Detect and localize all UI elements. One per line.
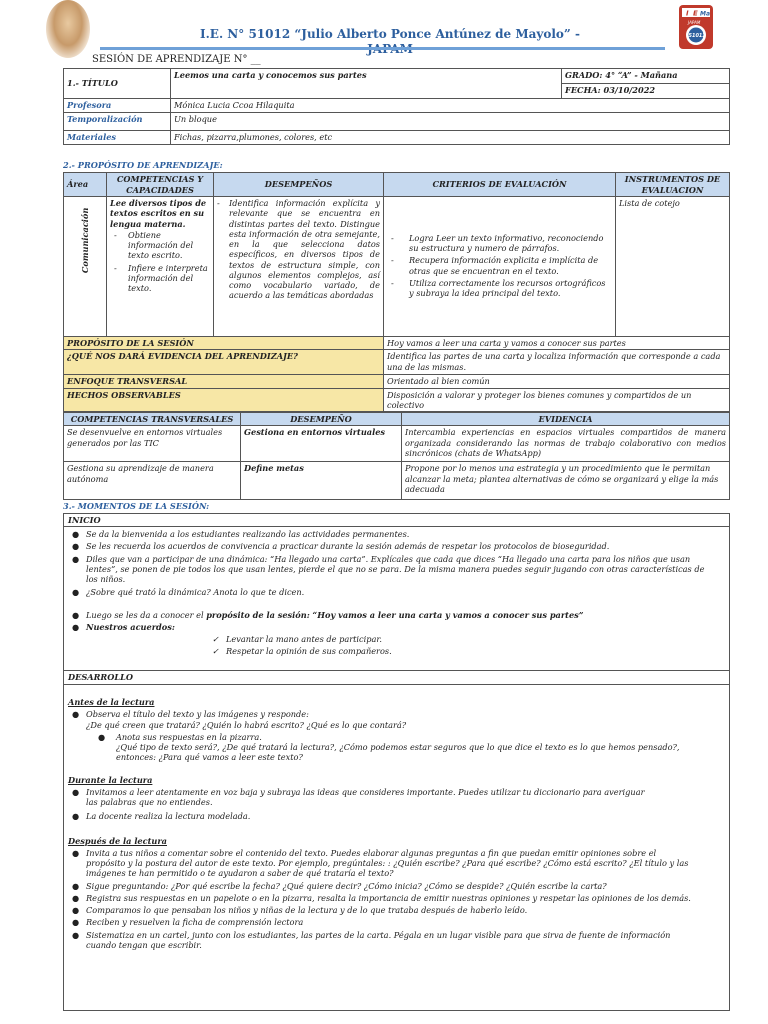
- inicio-item: [68, 541, 715, 551]
- header-criteria: CRITERIOS DE EVALUACIÓN: [384, 173, 616, 197]
- moments-box: [63, 513, 730, 1011]
- durante-text: Invitamos a leer atentamente en voz baja y subraya las ideas que consideres importante. Puedes utilizar tu diccionario para averiguar las palabras que no entiendes.: [86, 786, 645, 807]
- durante-item: [68, 811, 655, 821]
- dash-bullet: -: [217, 198, 220, 208]
- inicio-text: ¿Sobre qué trató la dinámica? Anota lo que te dicen.: [86, 587, 305, 598]
- durante-label: Durante la lectura: [68, 774, 153, 785]
- criteria-text: Logra Leer un texto informativo, reconociendo su estructura y numero de párrafos.: [409, 232, 604, 253]
- despues-text: Sigue preguntando: ¿Por qué escribe la fecha? ¿Qué quiere decir? ¿Cómo inicia? ¿Cómo se despide? ¿Quién escribe la carta?: [86, 880, 607, 891]
- area-label: Comunicación: [79, 208, 90, 274]
- criteria-cell: [384, 197, 616, 337]
- agreements-label: Nuestros acuerdos:: [86, 621, 175, 632]
- bullet-dot: ●: [72, 609, 80, 620]
- competence-cell: [107, 197, 214, 337]
- header-area: Área: [64, 173, 107, 197]
- capacity-text: Obtiene información del texto escrito.: [128, 229, 194, 261]
- durante-text: La docente realiza la lectura modelada.: [86, 811, 251, 822]
- despues-text: Registra sus respuestas en un papelote o en la pizarra, resalta la importancia de emitir nuestras opiniones y respetar las opiniones de los demás.: [86, 892, 691, 903]
- criteria-text: Utiliza correctamente los recursos ortográficos y subraya la idea principal del texto.: [409, 277, 606, 298]
- header-transversal-performance: DESEMPEÑO: [241, 413, 402, 426]
- inicio-text: Diles que van a participar de una dinámica: “Ha llegado una carta”. Explícales que cada que dices “Ha llegado una carta para los niños que usan lentes”, se ponen de pie todos los que usan lentes, pierde el que no se para. De la misma manera puedes seguir jugando con otras características de los niños.: [86, 553, 705, 584]
- inicio-item: [68, 529, 715, 539]
- bullet-dot: ●: [72, 709, 80, 720]
- school-logo: [678, 4, 714, 50]
- transversal-comp: Gestiona su aprendizaje de manera autónoma: [64, 462, 241, 500]
- session-label: SESIÓN DE APRENDIZAJE N° __: [92, 54, 261, 65]
- session-purpose-value: Hoy vamos a leer una carta y vamos a conocer sus partes: [384, 337, 730, 350]
- header-transversal-evidence: EVIDENCIA: [402, 413, 730, 426]
- bullet-dot: ●: [72, 929, 80, 940]
- moments-section-label: 3.- MOMENTOS DE LA SESIÓN:: [63, 501, 210, 511]
- dash-bullet: -: [391, 277, 394, 288]
- despues-item: [68, 930, 695, 951]
- date-value: FECHA: 03/10/2022: [565, 85, 656, 95]
- inicio-content: [64, 527, 729, 671]
- despues-text: Invita a tus niños a comentar sobre el contenido del texto. Puedes elaborar algunas preguntas a fin que puedan emitir opiniones sobre el propósito y la postura del autor de este texto. Por ejemplo, pregúntales: : ¿Quién escribe? ¿Para qué escribe? ¿Cómo está escrito? ¿El título y las imágenes te han permitido o te ayudaron a saber de qué trataría el texto?: [86, 847, 689, 879]
- despues-item: [68, 848, 695, 879]
- bullet-dot: ●: [72, 917, 80, 928]
- bullet-dot: ●: [72, 541, 80, 552]
- bullet-dot: ●: [72, 811, 80, 822]
- approach-label: ENFOQUE TRANSVERSAL: [64, 375, 384, 388]
- bullet-dot: ●: [72, 621, 80, 632]
- transversal-table: [63, 412, 730, 500]
- criteria-text: Recupera información explicita e implícita de otras que se encuentran en el texto.: [409, 255, 599, 276]
- logo-letter-e: E: [693, 9, 698, 18]
- instrument-cell: Lista de cotejo: [616, 197, 730, 337]
- purpose-item: [68, 610, 715, 620]
- inicio-text: Se da la bienvenida a los estudiantes realizando las actividades permanentes.: [86, 529, 410, 539]
- approach-value: Orientado al bien común: [384, 375, 730, 388]
- bullet-dot: ●: [72, 529, 80, 539]
- antes-text: Anota sus respuestas en la pizarra.: [116, 731, 262, 742]
- header-performance: DESEMPEÑOS: [214, 173, 384, 197]
- bullet-dot: ●: [72, 847, 80, 858]
- bullet-dot: ●: [72, 786, 80, 797]
- check-icon: ✓: [212, 634, 219, 644]
- dash-bullet: -: [391, 232, 394, 243]
- despues-label: Después de la lectura: [68, 835, 167, 846]
- teacher-value: Mónica Lucia Ccoa Hilaquita: [171, 99, 730, 113]
- observable-value: Disposición a valorar y proteger los bienes comunes y compartidos de un colectivo: [384, 388, 730, 412]
- info-table: [63, 68, 730, 145]
- despues-item: [68, 917, 695, 927]
- agreement-text: Levantar la mano antes de participar.: [226, 634, 382, 644]
- performance-cell: [214, 197, 384, 337]
- purpose-table: [63, 172, 730, 412]
- transversal-perf: Define metas: [241, 462, 402, 500]
- criteria-item: [387, 255, 612, 276]
- despues-item: [68, 893, 695, 903]
- bullet-dot: ●: [72, 880, 80, 891]
- title-underline: [100, 47, 665, 50]
- performance-text: Identifica información explícita y relevante que se encuentra en distintas partes del texto. Distingue esta información de otra semejante, en la que selecciona datos específicos, en diversos tipos de textos de estructura simple, con algunos elementos complejos, así como vocabulario variado, de acuerdo a las temáticas abordadas: [229, 198, 380, 301]
- capacity-text: Infiere e interpreta información del texto.: [128, 262, 208, 293]
- logo-number: 51012: [688, 33, 706, 39]
- observable-label: HECHOS OBSERVABLES: [64, 388, 384, 412]
- transversal-evid: Intercambia experiencias en espacios virtuales compartidos de manera organizada considerando las normas de trabajo colaborativo con medios sincrónicos (chats de WhatsApp): [402, 426, 730, 462]
- agreements-item: [68, 622, 715, 632]
- purpose-section-label: 2.- PROPÓSITO DE APRENDIZAJE:: [63, 160, 223, 170]
- antes-text: Observa el título del texto y las imágenes y responde:: [86, 709, 309, 720]
- inicio-item: [68, 587, 715, 597]
- transversal-evid: Propone por lo menos una estrategia y un procedimiento que le permitan alcanzar la meta; plantea alternativas de cómo se organizará y elige la más adecuada: [402, 462, 730, 500]
- competence-text: Lee diversos tipos de textos escritos en su lengua materna.: [110, 198, 207, 229]
- criteria-item: [387, 233, 612, 254]
- dash-bullet: -: [391, 255, 394, 266]
- transversal-perf: Gestiona en entornos virtuales: [241, 426, 402, 462]
- desarrollo-content: [64, 685, 729, 954]
- criteria-item: [387, 278, 612, 299]
- session-purpose-label: PROPÓSITO DE LA SESIÓN: [64, 337, 384, 350]
- despues-item: [68, 905, 695, 915]
- logo-letter-i: I: [686, 9, 689, 18]
- dash-bullet: -: [114, 229, 117, 240]
- check-icon: ✓: [212, 646, 219, 657]
- despues-text: Sistematiza en un cartel, junto con los estudiantes, las partes de la carta. Pégala en un lugar visible para que sirva de fuente de información cuando tengan que escribir.: [86, 929, 671, 950]
- dash-bullet: -: [114, 262, 117, 273]
- materials-value: Fichas, pizarra,plumones, colores, etc: [171, 131, 730, 145]
- header-competences: COMPETENCIAS Y CAPACIDADES: [107, 173, 214, 197]
- agreement-item: [208, 646, 715, 656]
- desarrollo-header: DESARROLLO: [64, 671, 729, 685]
- bullet-dot: ●: [72, 587, 80, 598]
- purpose-prefix: Luego se les da a conocer el: [86, 609, 207, 620]
- evidence-question-value: Identifica las partes de una carta y localiza información que corresponde a cada una de las mismas.: [384, 350, 730, 375]
- antes-item: [68, 709, 715, 730]
- antes-item: [68, 732, 715, 763]
- bullet-dot: ●: [72, 553, 80, 564]
- teacher-label: Profesora: [64, 99, 171, 113]
- bullet-dot: ●: [72, 892, 80, 903]
- logo-letter-ma: Ma: [700, 10, 711, 18]
- durante-item: [68, 787, 655, 808]
- area-cell: [64, 197, 107, 337]
- title-value: Leemos una carta y conocemos sus partes: [171, 69, 562, 99]
- capacity-item: [110, 263, 210, 294]
- time-value: Un bloque: [171, 113, 730, 131]
- despues-text: Reciben y resuelven la ficha de comprensión lectora: [86, 917, 304, 928]
- antes-questions: ¿Qué tipo de texto será?, ¿De qué tratará la lectura?, ¿Cómo podemos estar seguros que lo que dice el texto es lo que hemos pensado?, entonces: ¿Para qué vamos a leer este texto?: [116, 742, 680, 763]
- purpose-bold: propósito de la sesión: “Hoy vamos a leer una carta y vamos a conocer sus partes”: [206, 609, 584, 620]
- page-title: I.E. N° 51012 “Julio Alberto Ponce Antúnez de Mayolo” -: [200, 27, 580, 41]
- materials-label: Materiales: [64, 131, 171, 145]
- title-label: 1.- TÍTULO: [64, 69, 171, 99]
- despues-item: [68, 881, 695, 891]
- agreement-text: Respetar la opinión de sus compañeros.: [226, 646, 392, 657]
- performance-item: [217, 198, 380, 301]
- inicio-item: [68, 554, 715, 585]
- despues-text: Comparamos lo que pensaban los niños y niñas de la lectura y de lo que trataba después de haberlo leído.: [86, 905, 528, 915]
- agreement-item: [208, 634, 715, 644]
- inicio-header: INICIO: [64, 514, 729, 527]
- saint-image: [46, 0, 90, 58]
- transversal-comp: Se desenvuelve en entornos virtuales generados por las TIC: [64, 426, 241, 462]
- antes-label: Antes de la lectura: [68, 697, 155, 707]
- header-transversal-competences: COMPETENCIAS TRANSVERSALES: [64, 413, 241, 426]
- grade-value: GRADO: 4° “A” - Mañana: [562, 69, 729, 84]
- time-label: Temporalización: [64, 113, 171, 131]
- grade-date-cell: [562, 69, 730, 99]
- evidence-question-label: ¿QUÉ NOS DARÁ EVIDENCIA DEL APRENDIZAJE?: [64, 350, 384, 375]
- bullet-dot: ●: [72, 905, 80, 915]
- bullet-dot: ●: [98, 731, 106, 742]
- inicio-text: Se les recuerda los acuerdos de convivencia a practicar durante la sesión además de respetar los protocolos de bioseguridad.: [86, 541, 610, 552]
- antes-questions: ¿De qué creen que tratará? ¿Quién lo habrá escrito? ¿Qué es lo que contará?: [86, 719, 407, 730]
- logo-japam: JAPAM: [688, 20, 701, 25]
- header-instruments: INSTRUMENTOS DE EVALUACION: [616, 173, 730, 197]
- capacity-item: [110, 230, 210, 261]
